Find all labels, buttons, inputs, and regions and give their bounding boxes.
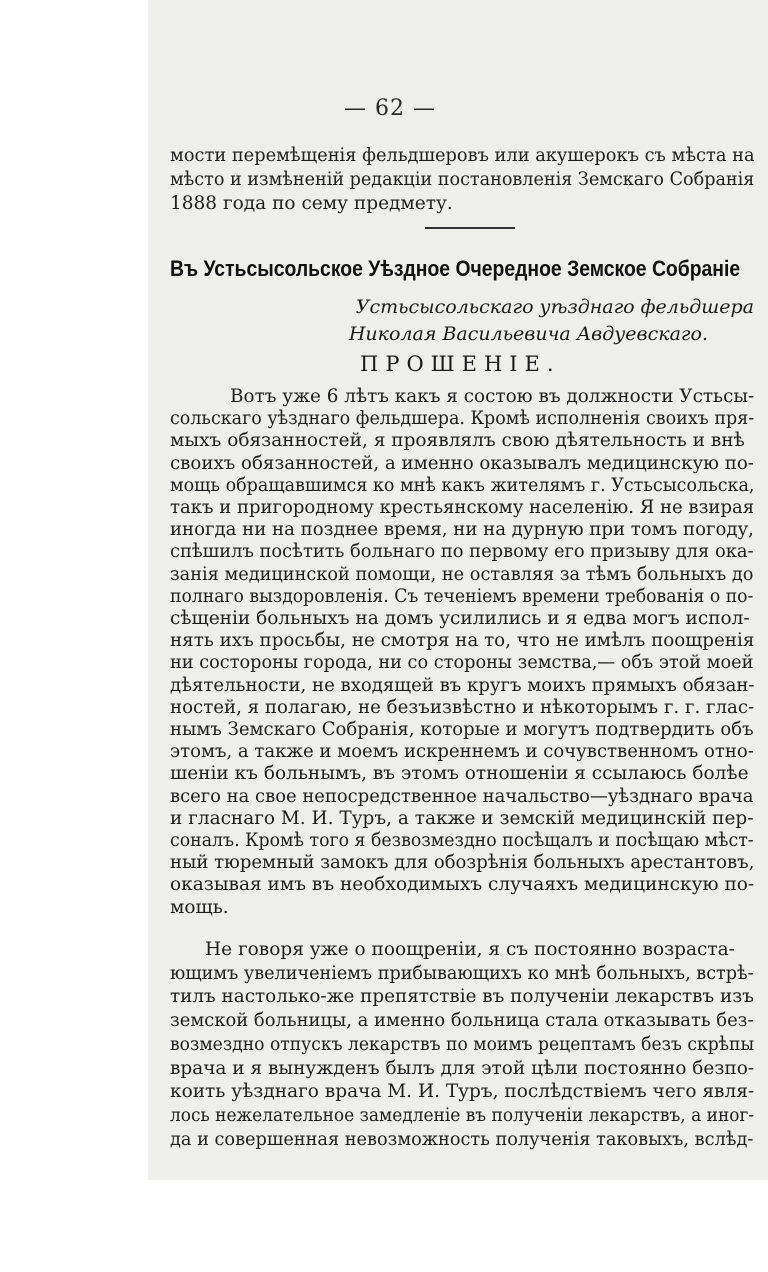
- text-line: врача и я вынужденъ былъ для этой цѣли постоянно безпо-: [170, 1057, 755, 1079]
- section-divider: [425, 227, 515, 229]
- page-number: — 62 —: [344, 96, 436, 121]
- text-line: ный тюремный замокъ для обозрѣнія больныхъ арестантовъ,: [170, 852, 755, 874]
- text-line: всего на свое непосредственное начальство—уѣзднаго врача: [170, 785, 754, 807]
- text-line: и гласнаго М. И. Туръ, а также и земскій медицинскій пер-: [170, 807, 754, 829]
- petition-heading: Въ Устьсысольское Уѣздное Очередное Земское Собраніе: [170, 256, 741, 281]
- text-line: ющимъ увеличеніемъ прибывающихъ ко мнѣ больныхъ, встрѣ-: [170, 962, 754, 984]
- text-line: ностей, я полагаю, не безъизвѣстно и нѣкоторымъ г. г. глас-: [170, 696, 755, 718]
- text-line: мощь.: [170, 896, 229, 918]
- text-line: занія медицинской помощи, не оставляя за тѣмъ больныхъ до: [170, 563, 754, 585]
- text-line: Не говоря уже о поощреніи, я съ постоянно возраста-: [205, 939, 735, 960]
- text-line: мѣсто и измѣненій редакціи постановленія Земскаго Собранія: [170, 169, 755, 190]
- author-line-1: Устьсысольскаго уѣзднаго фельдшера: [355, 296, 754, 318]
- text-line: ни состороны города, ни со стороны земства,— объ этой моей: [170, 652, 754, 674]
- text-line: лось нежелательное замедленіе въ полученіи лекарствъ, а иног-: [170, 1104, 755, 1126]
- text-line: мости перемѣщенія фельдшеровъ или акушерокъ съ мѣста на: [170, 145, 755, 166]
- text-line: мощь обращавшимся ко мнѣ какъ жителямъ г. Устьсысольска,: [170, 474, 755, 496]
- text-line: сѣщеніи больныхъ на домъ усилились и я едва могъ испол-: [170, 608, 750, 629]
- text-line: такъ и пригородному крестьянскому населенію. Я не взирая: [170, 497, 755, 518]
- text-line: дѣятельности, не входящей въ кругъ моихъ прямыхъ обязан-: [170, 674, 755, 696]
- text-line: нымъ Земскаго Собранія, которые и могутъ подтвердить объ: [170, 719, 754, 740]
- text-line: мыхъ обязанностей, я проявлялъ свою дѣятельность и внѣ: [170, 430, 745, 452]
- text-line: возмездно отпускъ лекарствъ по моимъ рецептамъ безъ скрѣпы: [170, 1033, 755, 1055]
- text-line: иногда ни на позднее время, ни на дурную при томъ погоду,: [170, 519, 754, 541]
- text-line: сольскаго уѣзднаго фельдшера. Кромѣ исполненія своихъ пря-: [170, 408, 755, 430]
- text-line: этомъ, а также и моемъ искреннемъ и сочувственномъ отно-: [170, 741, 754, 763]
- text-line: Вотъ уже 6 лѣтъ какъ я состою въ должности Устьсы-: [230, 386, 755, 407]
- text-line: спѣшилъ посѣтить больнаго по первому его призыву для ока-: [170, 541, 754, 563]
- text-line: 1888 года по сему предмету.: [170, 193, 453, 214]
- text-line: тилъ настолько-же препятствіе въ полученіи лекарствъ изъ: [170, 986, 754, 1008]
- text-line: полнаго выздоровленія. Съ теченіемъ времени требованія о по-: [170, 585, 754, 607]
- text-line: своихъ обязанностей, а именно оказывалъ медицинскую по-: [170, 452, 754, 474]
- author-line-2: Николая Васильевича Авдуевскаго.: [348, 323, 708, 345]
- text-line: нять ихъ просьбы, не смотря на то, что не имѣлъ поощренія: [170, 630, 755, 652]
- text-line: соналъ. Кромѣ того я безвозмездно посѣщалъ и посѣщаю мѣст-: [170, 830, 754, 851]
- text-line: да и совершенная невозможность полученія таковыхъ, вслѣд-: [170, 1128, 754, 1150]
- text-line: коить уѣзднаго врача М. И. Туръ, послѣдствіемъ чего явля-: [170, 1081, 755, 1103]
- text-line: оказывая имъ въ необходимыхъ случаяхъ медицинскую по-: [170, 874, 755, 896]
- text-line: шеніи къ больнымъ, въ этомъ отношеніи я ссылаюсь болѣе: [170, 763, 749, 785]
- petition-title: ПРОШЕНІЕ.: [360, 352, 561, 376]
- text-line: земской больницы, а именно больница стала отказывать без-: [170, 1010, 754, 1032]
